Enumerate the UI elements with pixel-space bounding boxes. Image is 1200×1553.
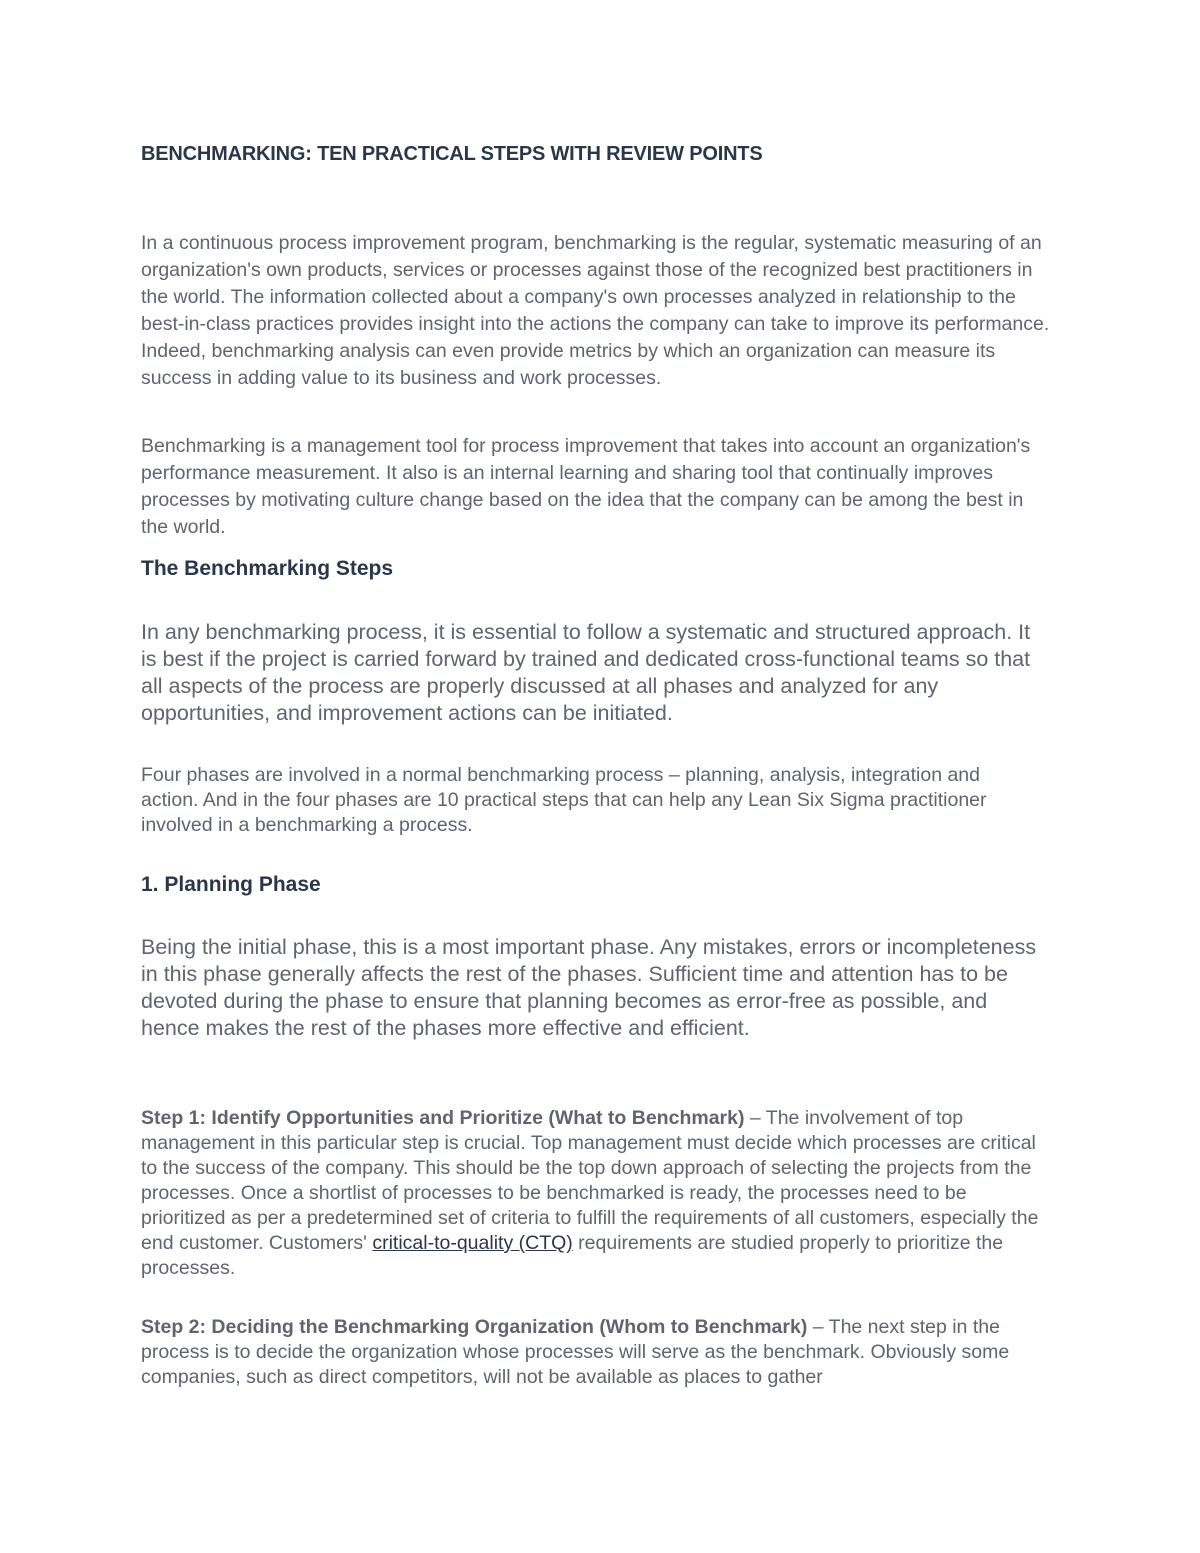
step-1-paragraph	[141, 1106, 1056, 1281]
planning-paragraph: Being the initial phase, this is a most important phase. Any mistakes, errors or incompleteness in this phase generally affects the rest of the phases. Sufficient time and attention has to be devoted during the phase to ensure that planning becomes as error-free as possible, and hence makes the rest of the phases more effective and efficient.	[141, 935, 1037, 1040]
steps-paragraph-1: In any benchmarking process, it is essential to follow a systematic and structured approach. It is best if the project is carried forward by trained and dedicated cross-functional teams so that all aspects of the process are properly discussed at all phases and analyzed for any opportunities, and improvement actions can be initiated.	[141, 620, 1031, 725]
section-heading-benchmarking-steps: The Benchmarking Steps	[141, 557, 394, 580]
intro-paragraph-1: In a continuous process improvement program, benchmarking is the regular, systematic measuring of an organization's own products, services or processes against those of the recognized best practitioners in the world. The information collected about a company's own processes analyzed in relationship to the best-in-class practices provides insight into the actions the company can take to improve its performance. Indeed, benchmarking analysis can even provide metrics by which an organization can measure its success in adding value to its business and work processes.	[141, 232, 1050, 389]
step-1-text-end: requirements are studied properly to prioritize the processes.	[141, 1232, 1004, 1279]
step-2-label: Step 2: Deciding the Benchmarking Organization (Whom to Benchmark)	[141, 1316, 808, 1338]
document-title: BENCHMARKING: TEN PRACTICAL STEPS WITH REVIEW POINTS	[141, 143, 763, 165]
step-2-text: – The next step in the process is to decide the organization whose processes will serve as the benchmark. Obviously some companies, such as direct competitors, will not be available as places to gather	[141, 1316, 1010, 1388]
steps-paragraph-2: Four phases are involved in a normal benchmarking process – planning, analysis, integration and action. And in the four phases are 10 practical steps that can help any Lean Six Sigma practitioner involved in a benchmarking a process.	[141, 764, 987, 836]
step-2-paragraph	[141, 1315, 1061, 1390]
step-1-text: – The involvement of top management in this particular step is crucial. Top management must decide which processes are critical to the success of the company. This should be the top down approach of selecting the projects from the processes. Once a shortlist of processes to be benchmarked is ready, the processes need to be prioritized as per a predetermined set of criteria to fulfill the requirements of all customers, especially the end customer. Customers'	[141, 1107, 1039, 1254]
intro-paragraph-2: Benchmarking is a management tool for process improvement that takes into account an organization's performance measurement. It also is an internal learning and sharing tool that continually improves processes by motivating culture change based on the idea that the company can be among the best in the world.	[141, 435, 1031, 538]
step-1-label: Step 1: Identify Opportunities and Prioritize (What to Benchmark)	[141, 1107, 745, 1129]
section-heading-planning-phase: 1. Planning Phase	[141, 873, 321, 896]
ctq-link[interactable]: critical-to-quality (CTQ)	[372, 1232, 573, 1254]
